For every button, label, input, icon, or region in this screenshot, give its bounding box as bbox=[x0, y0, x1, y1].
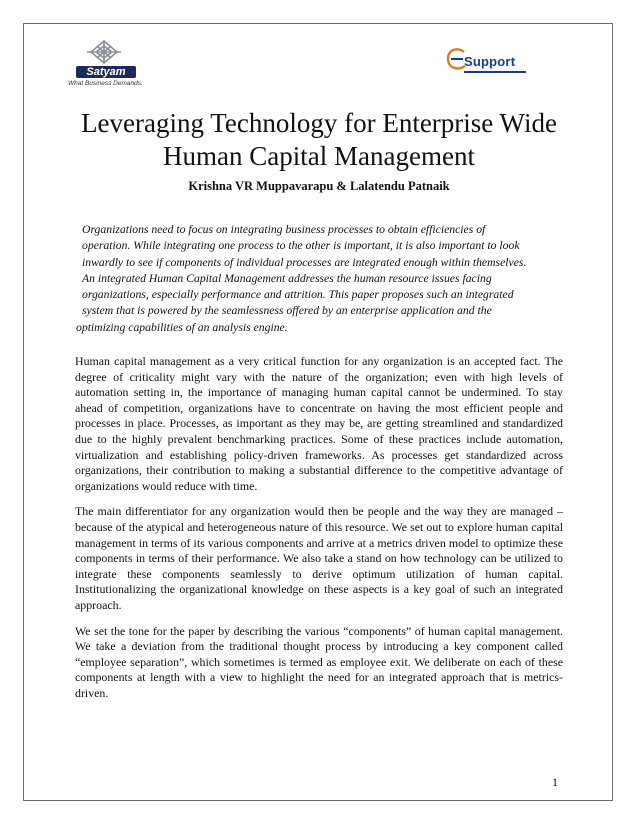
satyam-logo bbox=[68, 40, 143, 92]
body-paragraph: Human capital management as a very critical function for any organization is an accepted fact. The degree of criticality might vary with the nature of the organization; even with high levels of automation setting in, the importance of managing human capital cannot be undermined. To stay ahead of competition, organizations have to concentrate on having the most efficient people and processes in place. Processes, as important as they may be, are getting streamlined and standardized due to the highly prevalent benchmarking practices. Some of these practices include automation, virtualization and establishing policy-driven frameworks. As processes get standardized across organizations, their contribution to making a substantial difference to the competitive advantage of organizations would reduce with time. bbox=[75, 354, 563, 493]
abstract-line: Organizations need to focus on integrating business processes to obtain efficiencies of bbox=[82, 223, 486, 236]
esupport-logo bbox=[440, 46, 532, 76]
esupport-wordmark: Support bbox=[464, 54, 516, 69]
satyam-tagline: What Business Demands. bbox=[68, 80, 143, 87]
page-title bbox=[40, 107, 598, 173]
body-paragraph: We set the tone for the paper by describing the various “components” of human capital management. We take a deviation from the traditional thought process by introducing a key component called “employee separation”, which sometimes is termed as employee exit. We deliberate on each of these components at length with a view to highlight the need for an integrated approach that is metrics-driven. bbox=[75, 623, 563, 700]
title-line: Leveraging Technology for Enterprise Wide bbox=[81, 108, 557, 138]
abstract-line: organizations, especially performance and attrition. This paper proposes such an integrated bbox=[82, 288, 514, 302]
title-line: Human Capital Management bbox=[163, 141, 475, 171]
abstract-line: inwardly to see if components of individual processes are integrated enough within themselves. bbox=[82, 255, 527, 269]
esupport-underline bbox=[464, 71, 526, 73]
satyam-wordmark: Satyam bbox=[76, 66, 136, 78]
authors: Krishna VR Muppavarapu & Lalatendu Patnaik bbox=[188, 179, 450, 193]
abstract bbox=[76, 222, 576, 336]
abstract-line: An integrated Human Capital Management addresses the human resource issues facing bbox=[82, 271, 492, 285]
abstract-line: optimizing capabilities of an analysis engine. bbox=[76, 320, 288, 334]
abstract-line: operation. While integrating one process to the other is important, it is also important to look bbox=[82, 239, 520, 253]
page-number: 1 bbox=[552, 775, 558, 789]
abstract-line: system that is powered by the seamlessness offered by an enterprise application and the bbox=[82, 304, 492, 318]
satyam-lattice-logo-icon bbox=[84, 40, 124, 66]
body-text bbox=[75, 354, 563, 711]
body-paragraph: The main differentiator for any organization would then be people and the way they are managed – because of the atypical and heterogeneous nature of this resource. We set out to explore human capital management in terms of its various components and arrive at a metrics driven model to optimize these components in terms of their performance. We also take a stand on how technology can be utilized to integrate these components seamlessly to derive optimum utilization of human capital. Institutionalizing the organizational knowledge on these aspects is a key goal of such an integrated approach. bbox=[75, 504, 563, 612]
